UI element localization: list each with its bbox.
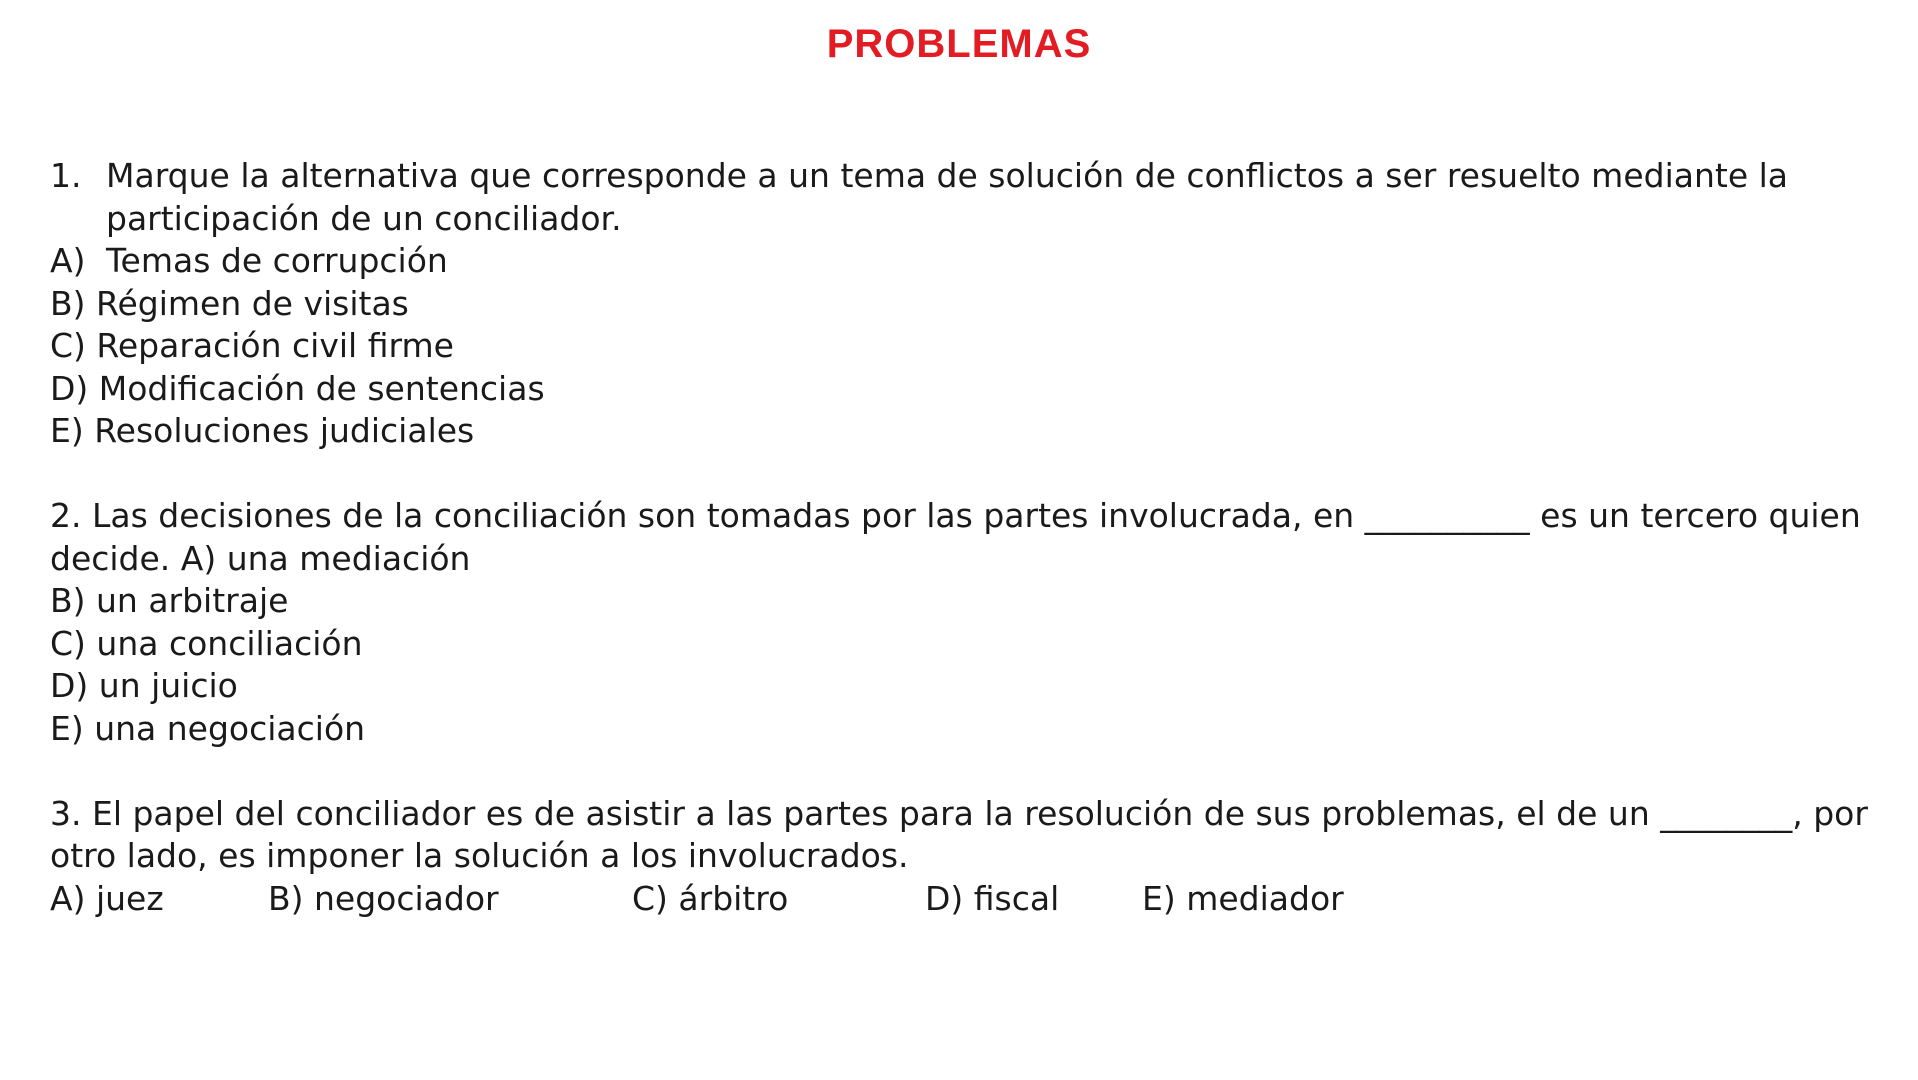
- spacer: [50, 750, 1850, 793]
- q2-option-b: B) un arbitraje: [50, 581, 289, 620]
- q1-text-line-2: participación de un conciliador.: [106, 198, 622, 238]
- q3-options-row: [50, 878, 1850, 921]
- question-2: [50, 495, 1861, 750]
- problems-content: [50, 155, 1868, 920]
- page-title: PROBLEMAS: [826, 22, 1092, 66]
- q2-option-c: C) una conciliación: [50, 623, 363, 663]
- q1-line-1: [50, 155, 1850, 198]
- q3-option-e: E) mediador: [1142, 878, 1344, 918]
- question-1: [50, 155, 1850, 453]
- q1-option-a-label: A): [50, 241, 86, 280]
- question-3: [50, 793, 1868, 921]
- q2-text-line-1: 2. Las decisiones de la conciliación son tomadas por las partes involucrada, en __________ es un tercero quien: [50, 496, 1861, 535]
- q1-option-d: D) Modificación de sentencias: [50, 368, 545, 408]
- q1-option-e: E) Resoluciones judiciales: [50, 411, 475, 450]
- q3-text-line-2: otro lado, es imponer la solución a los involucrados.: [50, 836, 909, 875]
- spacer: [50, 453, 1850, 496]
- q2-text-line-2: decide. A) una mediación: [50, 538, 471, 578]
- q3-option-d: D) fiscal: [925, 878, 1060, 918]
- q3-option-c: C) árbitro: [632, 878, 789, 918]
- q3-text-line-1: 3. El papel del conciliador es de asistir a las partes para la resolución de sus problemas, el de un ________, por: [50, 793, 1868, 833]
- q1-option-b: B) Régimen de visitas: [50, 283, 409, 323]
- q1-option-a-text: Temas de corrupción: [106, 241, 448, 280]
- q3-option-a: A) juez: [50, 878, 164, 918]
- q3-option-b: B) negociador: [268, 878, 499, 918]
- q1-text-line-1: Marque la alternativa que corresponde a un tema de solución de conflictos a ser resuelto mediante la: [106, 156, 1789, 195]
- q1-number: 1.: [50, 156, 82, 195]
- q1-option-c: C) Reparación civil firme: [50, 326, 454, 365]
- q1-option-a: [50, 240, 1850, 283]
- q2-option-e: E) una negociación: [50, 708, 366, 748]
- q2-option-d: D) un juicio: [50, 666, 238, 705]
